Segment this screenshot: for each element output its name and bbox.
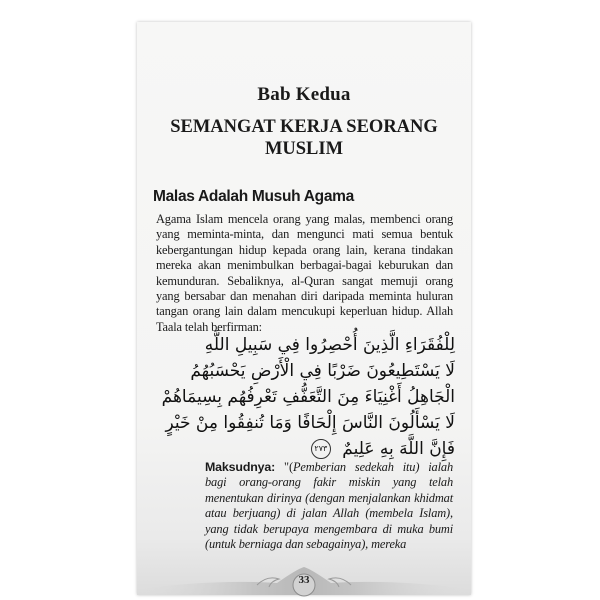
book-page <box>137 22 471 595</box>
verse-line-3: الْجَاهِلُ أَغْنِيَاءَ مِنَ التَّعَفُّفِ تَعْرِفُهُم بِسِيمَاهُمْ <box>161 387 455 407</box>
section-heading: Malas Adalah Musuh Agama <box>153 188 354 205</box>
chapter-title <box>147 116 461 160</box>
translation-open-quote: "( <box>275 460 293 474</box>
chapter-title-line-1: SEMANGAT KERJA SEORANG <box>170 117 438 137</box>
verse-line-5-text: فَإِنَّ اللَّهَ بِهِ عَلِيمٌ <box>342 439 455 459</box>
verse-translation <box>205 460 453 552</box>
translation-label: Maksudnya: <box>205 460 276 474</box>
chapter-label: Bab Kedua <box>257 84 351 105</box>
translation-italic-phrase: Pemberian sedekah itu <box>292 460 416 474</box>
chapter-title-line-2: MUSLIM <box>264 139 344 159</box>
verse-line-2: لَا يَسْتَطِيعُونَ ضَرْبًا فِي الْأَرْضِ يَحْسَبُهُمُ <box>190 361 455 381</box>
body-paragraph: Agama Islam mencela orang yang malas, membenci orang yang meminta-minta, dan mengunci mati semua bentuk kebergantungan hidup kepada orang lain, kerana tindakan mereka akan menimbulkan berbagai-bagai keburukan dan kemunduran. Sebaliknya, al-Quran sangat memuji orang yang bersabar dan menahan diri daripada meminta huluran tangan orang lain dalam mencukupi keperluan hidup. Allah Taala telah berfirman: <box>156 212 453 334</box>
verse-line-4: لَا يَسْأَلُونَ النَّاسَ إِلْحَافًا وَمَا تُنفِقُوا مِنْ خَيْرٍ <box>165 413 455 433</box>
verse-number-marker: ٢٧٣ <box>311 439 331 459</box>
quran-verse <box>161 332 455 462</box>
translation-text: ) ialah bagi orang-orang fakir miskin yang telah menentukan dirinya (dengan menjalankan khidmat atau berjuang) di jalan Allah (membela Islam), yang tidak berupaya mengembara di muka bumi (untuk berniaga dan sebagainya), mereka <box>205 460 453 552</box>
verse-line-1: لِلْفُقَرَاءِ الَّذِينَ أُحْصِرُوا فِي سَبِيلِ اللَّهِ <box>204 335 455 355</box>
page-number: 33 <box>298 574 310 586</box>
verse-line-5 <box>205 436 455 462</box>
